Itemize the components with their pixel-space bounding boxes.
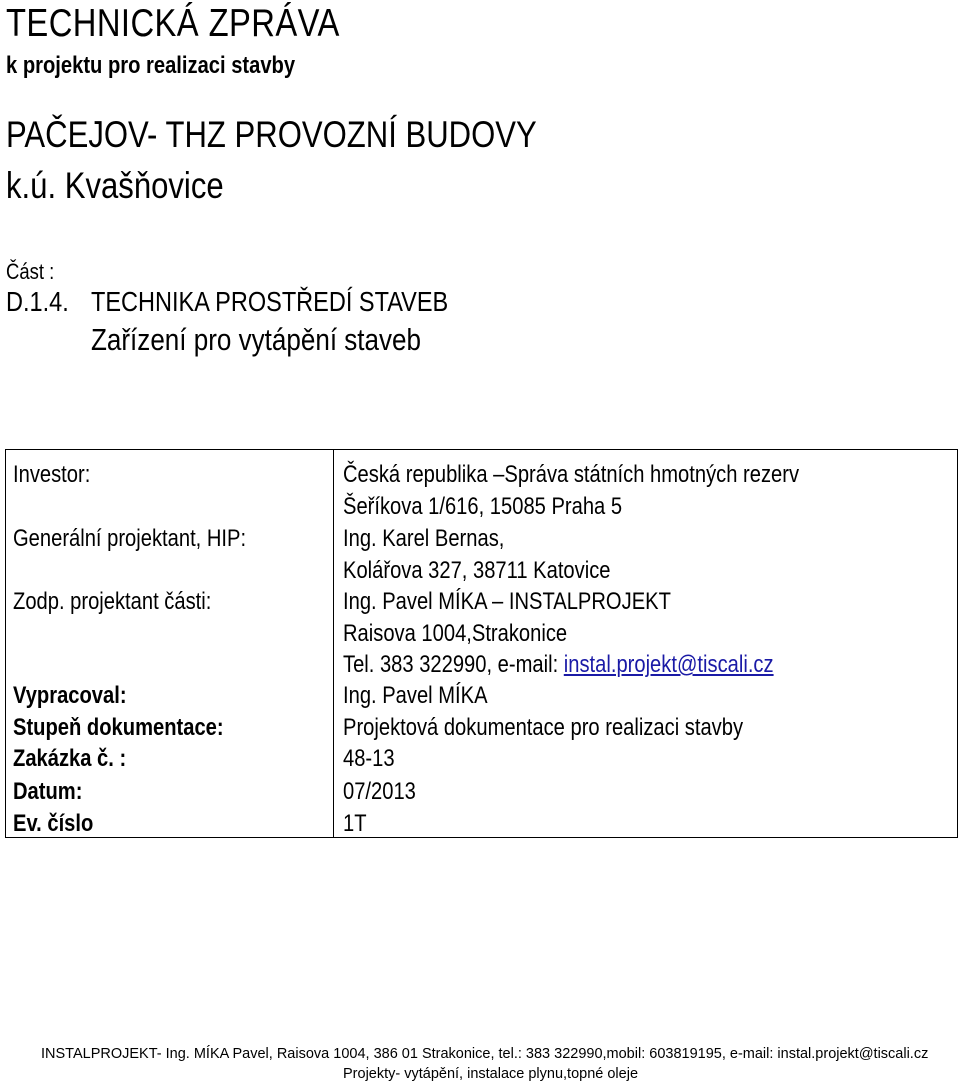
general-designer-value-line1: Ing. Karel Bernas, [343,525,505,552]
part-label: Část : [6,259,55,284]
investor-label: Investor: [13,461,91,488]
part-code: D.1.4. [6,286,69,317]
footer-services: Projekty- vytápění, instalace plynu,topné oleje [343,1066,639,1082]
investor-value-line1: Česká republika –Správa státních hmotných rezerv [343,461,800,488]
part-designer-contact [343,651,774,679]
date-label: Datum: [13,778,83,805]
general-designer-value-line2: Kolářova 327, 38711 Katovice [343,557,611,584]
email-link[interactable]: instal.projekt@tiscali.cz [563,651,774,678]
part-designer-value-line1: Ing. Pavel MÍKA – INSTALPROJEKT [343,588,671,615]
document-subtitle: k projektu pro realizaci stavby [6,52,296,79]
project-name: PAČEJOV- THZ PROVOZNÍ BUDOVY [6,114,537,155]
doc-stage-value: Projektová dokumentace pro realizaci stavby [343,714,744,741]
part-designer-value-line2: Raisova 1004,Strakonice [343,620,568,647]
footer-contact: INSTALPROJEKT- Ing. MÍKA Pavel, Raisova 1004, 386 01 Strakonice, tel.: 383 322990,mobil: 603819195, e-mail: instal.projekt@tiscali.cz [41,1046,929,1062]
order-value: 48-13 [343,745,395,772]
ev-number-value: 1T [343,810,367,837]
phone-text: Tel. 383 322990, e-mail: [343,651,564,678]
part-title: TECHNIKA PROSTŘEDÍ STAVEB [91,286,449,317]
document-title: TECHNICKÁ ZPRÁVA [6,2,340,45]
prepared-by-value: Ing. Pavel MÍKA [343,682,488,709]
doc-stage-label: Stupeň dokumentace: [13,714,224,741]
table-column-divider [333,449,334,838]
part-designer-label: Zodp. projektant části: [13,588,212,615]
general-designer-label: Generální projektant, HIP: [13,525,247,552]
order-label: Zakázka č. : [13,745,127,772]
prepared-by-label: Vypracoval: [13,682,127,709]
ev-number-label: Ev. číslo [13,810,94,837]
part-subtitle: Zařízení pro vytápění staveb [91,322,422,357]
date-value: 07/2013 [343,778,416,805]
investor-value-line2: Šeříkova 1/616, 15085 Praha 5 [343,493,623,520]
project-location: k.ú. Kvašňovice [6,165,224,206]
